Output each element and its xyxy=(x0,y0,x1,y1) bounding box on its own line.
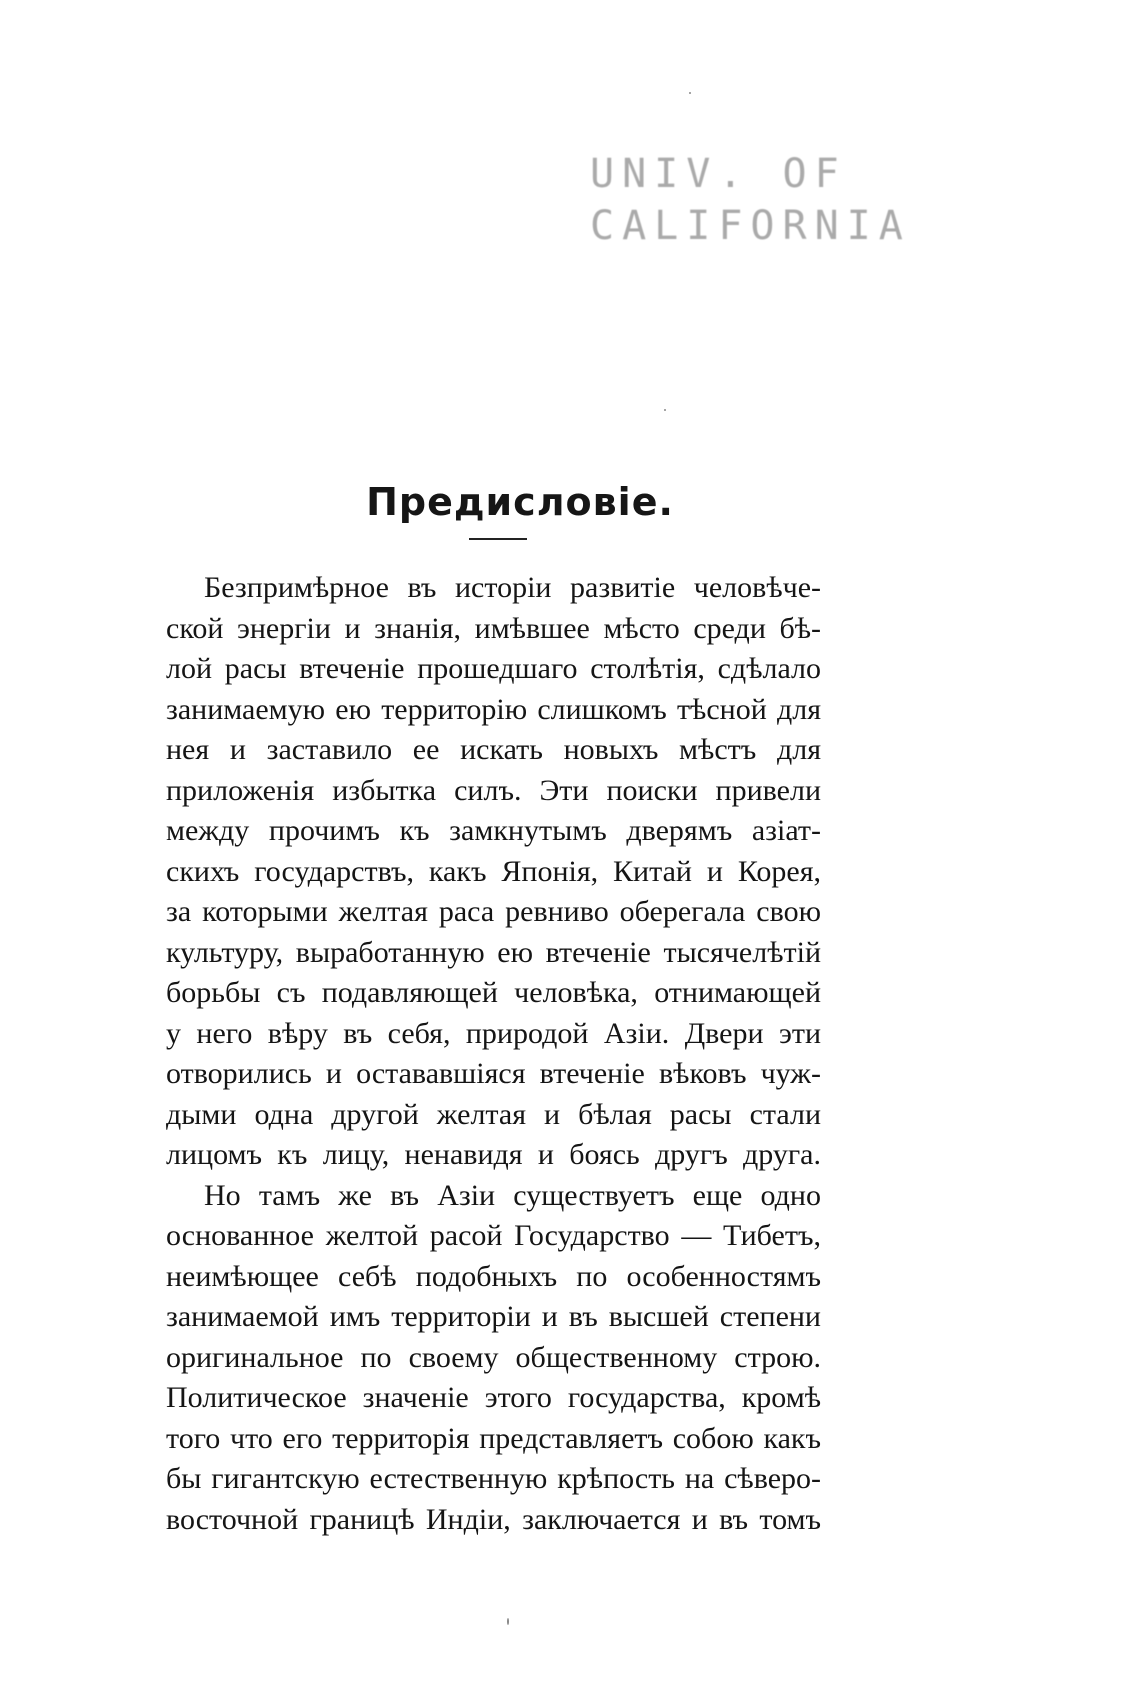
text-line: бы гигантскую естественную крѣпость на сѣверо- xyxy=(166,1462,821,1495)
text-line: Политическое значеніе этого государства, кромѣ xyxy=(166,1381,821,1414)
text-line: основанное желтой расой Государство — Тибетъ, xyxy=(166,1219,821,1252)
text-line: лой расы втеченіе прошедшаго столѣтія, сдѣлало xyxy=(166,652,821,685)
text-line: между прочимъ къ замкнутымъ дверямъ азіат- xyxy=(166,814,821,847)
text-line: борьбы съ подавляющей человѣка, отнимающей xyxy=(166,976,821,1009)
text-line: Но тамъ же въ Азіи существуетъ еще одно xyxy=(204,1178,821,1212)
text-line: культуру, выработанную ею втеченіе тысячелѣтій xyxy=(166,935,821,969)
text-line: отворились и остававшіяся втеченіе вѣковъ чуж- xyxy=(166,1057,821,1090)
body-text xyxy=(166,568,821,1540)
text-line: приложенія избытка силъ. Эти поиски привели xyxy=(166,773,821,807)
page-title: Предисловіе. xyxy=(366,480,674,525)
text-line: того что его территорія представляетъ собою какъ xyxy=(166,1421,821,1455)
library-stamp: UNIV. OF CALIFORNIA xyxy=(590,151,911,249)
text-line: занимаемой имъ территоріи и въ высшей степени xyxy=(166,1300,821,1333)
text-line: у него вѣру въ себя, природой Азіи. Двери эти xyxy=(166,1016,821,1050)
text-line: дыми одна другой желтая и бѣлая расы стали xyxy=(166,1097,821,1131)
text-line: восточной границѣ Индіи, заключается и въ томъ xyxy=(166,1502,821,1536)
text-line: за которыми желтая раса ревниво оберегала свою xyxy=(166,895,821,928)
text-line: неимѣющее себѣ подобныхъ по особенностямъ xyxy=(166,1259,821,1293)
scan-speck xyxy=(689,92,691,94)
scan-speck xyxy=(507,1618,509,1625)
text-line: лицомъ къ лицу, ненавидя и боясь другъ друга. xyxy=(166,1138,821,1171)
text-line: Безпримѣрное въ исторіи развитіе человѣче- xyxy=(204,571,821,604)
scan-speck xyxy=(664,409,666,411)
text-line: ской энергіи и знанія, имѣвшее мѣсто среди бѣ- xyxy=(166,611,821,645)
text-line: оригинальное по своему общественному строю. xyxy=(166,1340,821,1374)
title-rule xyxy=(469,538,527,540)
text-line: скихъ государствъ, какъ Японія, Китай и Корея, xyxy=(166,854,821,888)
paragraph-2 xyxy=(166,1176,821,1541)
text-line: нея и заставило ее искать новыхъ мѣстъ для xyxy=(166,733,821,766)
text-line: занимаемую ею территорію слишкомъ тѣсной для xyxy=(166,692,821,726)
paragraph-1 xyxy=(166,568,821,1176)
